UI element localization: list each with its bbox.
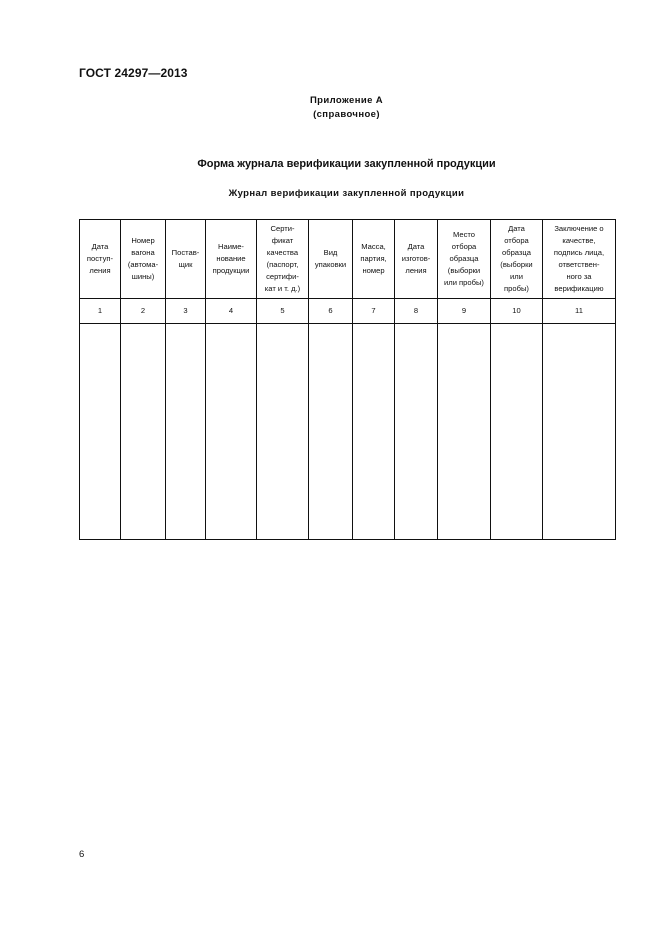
- blank-cell: [353, 324, 395, 540]
- header-cell: Заключение о качестве, подпись лица, ответствен- ного за верификацию: [543, 220, 616, 299]
- header-cell: Постав- щик: [166, 220, 206, 299]
- verification-journal-table: [79, 219, 616, 540]
- annex-type: (справочное): [313, 109, 380, 120]
- column-number-cell: 9: [438, 299, 491, 324]
- column-number-row: [80, 299, 616, 324]
- header-cell: Дата отбора образца (выборки или пробы): [491, 220, 543, 299]
- page-number: 6: [79, 849, 85, 860]
- blank-cell: [80, 324, 121, 540]
- blank-cell: [121, 324, 166, 540]
- column-number-cell: 3: [166, 299, 206, 324]
- column-number-cell: 11: [543, 299, 616, 324]
- table-caption: Журнал верификации закупленной продукции: [228, 188, 465, 199]
- column-number-cell: 10: [491, 299, 543, 324]
- column-number-cell: 5: [257, 299, 309, 324]
- header-cell: Номер вагона (автома- шины): [121, 220, 166, 299]
- annex-title: Приложение А: [309, 95, 384, 106]
- header-cell: Дата поступ- ления: [80, 220, 121, 299]
- blank-entry-row: [80, 324, 616, 540]
- column-number-cell: 8: [395, 299, 438, 324]
- blank-cell: [166, 324, 206, 540]
- blank-cell: [206, 324, 257, 540]
- form-title: Форма журнала верификации закупленной продукции: [197, 158, 496, 170]
- blank-cell: [543, 324, 616, 540]
- standard-number: ГОСТ 24297—2013: [79, 66, 188, 80]
- column-number-cell: 2: [121, 299, 166, 324]
- column-number-cell: 1: [80, 299, 121, 324]
- column-number-cell: 7: [353, 299, 395, 324]
- header-cell: Вид упаковки: [309, 220, 353, 299]
- header-cell: Масса, партия, номер: [353, 220, 395, 299]
- blank-cell: [257, 324, 309, 540]
- blank-cell: [309, 324, 353, 540]
- table-header-row: [80, 220, 616, 299]
- header-cell: Дата изготов- ления: [395, 220, 438, 299]
- annex-heading: [0, 94, 661, 122]
- column-number-cell: 6: [309, 299, 353, 324]
- blank-cell: [438, 324, 491, 540]
- header-cell: Серти- фикат качества (паспорт, сертифи- кат и т. д.): [257, 220, 309, 299]
- header-cell: Место отбора образца (выборки или пробы): [438, 220, 491, 299]
- header-cell: Наиме- нование продукции: [206, 220, 257, 299]
- blank-cell: [491, 324, 543, 540]
- column-number-cell: 4: [206, 299, 257, 324]
- blank-cell: [395, 324, 438, 540]
